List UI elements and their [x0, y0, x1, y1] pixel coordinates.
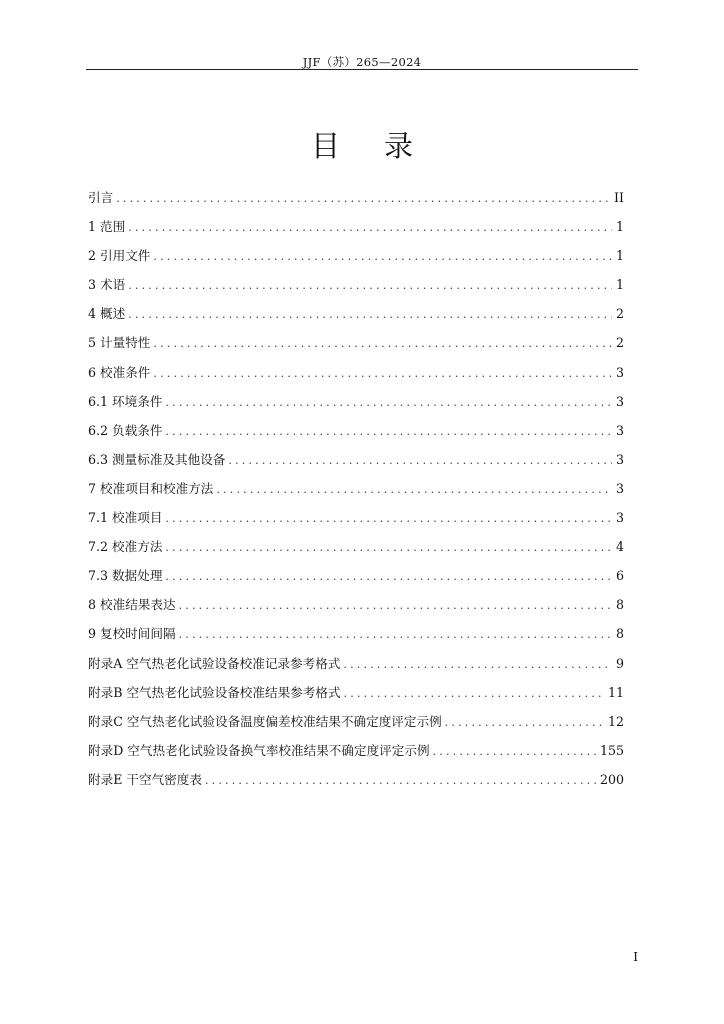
toc-entry[interactable] — [88, 649, 624, 678]
toc-leader-dots — [165, 533, 612, 562]
toc-entry-page: 155 — [599, 742, 624, 758]
toc-entry[interactable] — [88, 678, 624, 707]
toc-entry-label: 附录D 空气热老化试验设备换气率校准结果不确定度评定示例 — [88, 742, 430, 758]
toc-entry[interactable] — [88, 270, 624, 299]
toc-entry[interactable] — [88, 328, 624, 357]
toc-entry[interactable] — [88, 241, 624, 270]
toc-entry-label: 3 术语 — [88, 277, 126, 293]
toc-entry-page: 9 — [615, 655, 624, 671]
toc-entry-page: 3 — [615, 510, 624, 526]
toc-leader-dots — [116, 184, 610, 213]
toc-entry-page: 4 — [615, 539, 624, 555]
toc-entry[interactable] — [88, 503, 624, 532]
toc-entry-label: 7 校准项目和校准方法 — [88, 480, 214, 496]
toc-entry[interactable] — [88, 445, 624, 474]
toc-entry-label: 附录C 空气热老化试验设备温度偏差校准结果不确定度评定示例 — [88, 713, 442, 729]
toc-entry-label: 1 范围 — [88, 219, 126, 235]
toc-entry-label: 附录E 干空气密度表 — [88, 771, 202, 787]
title-char-left: 目 — [310, 129, 340, 163]
toc-leader-dots — [343, 650, 612, 679]
toc-entry-page: II — [614, 190, 624, 205]
toc-entry-label: 6 校准条件 — [88, 364, 151, 380]
toc-entry-page: 3 — [615, 451, 624, 467]
table-of-contents — [88, 183, 624, 794]
header-rule — [86, 69, 638, 70]
toc-entry-page: 3 — [615, 422, 624, 438]
toc-entry-label: 4 概述 — [88, 306, 126, 322]
toc-entry-page: 11 — [607, 684, 624, 700]
toc-entry-label: 2 引用文件 — [88, 248, 151, 264]
toc-leader-dots — [153, 329, 612, 358]
toc-entry[interactable] — [88, 416, 624, 445]
toc-entry-page: 3 — [615, 364, 624, 380]
toc-leader-dots — [153, 242, 612, 271]
page-title — [86, 124, 638, 165]
toc-leader-dots — [165, 504, 612, 533]
toc-entry-page: 2 — [615, 335, 624, 351]
toc-leader-dots — [128, 300, 612, 329]
toc-leader-dots — [128, 213, 612, 242]
toc-entry[interactable] — [88, 561, 624, 590]
toc-entry-label: 附录A 空气热老化试验设备校准记录参考格式 — [88, 655, 341, 671]
toc-entry[interactable] — [88, 532, 624, 561]
toc-leader-dots — [128, 271, 612, 300]
toc-entry-page: 1 — [615, 219, 624, 235]
toc-leader-dots — [165, 417, 612, 446]
toc-entry-page: 3 — [615, 480, 624, 496]
toc-entry-page: 8 — [615, 597, 624, 613]
toc-entry[interactable] — [88, 707, 624, 736]
toc-leader-dots — [153, 359, 612, 388]
toc-entry[interactable] — [88, 358, 624, 387]
toc-entry-label: 6.1 环境条件 — [88, 393, 163, 409]
toc-entry[interactable] — [88, 765, 624, 794]
toc-leader-dots — [165, 562, 612, 591]
toc-leader-dots — [179, 591, 612, 620]
toc-entry-label: 7.3 数据处理 — [88, 568, 163, 584]
toc-entry-label: 7.1 校准项目 — [88, 510, 163, 526]
toc-entry[interactable] — [88, 212, 624, 241]
page-number: I — [633, 950, 638, 964]
toc-entry-label: 引言 — [88, 190, 114, 205]
toc-entry-page: 200 — [599, 771, 624, 787]
title-char-right: 录 — [384, 129, 414, 163]
toc-entry-page: 1 — [615, 248, 624, 264]
toc-entry[interactable] — [88, 474, 624, 503]
toc-entry-label: 附录B 空气热老化试验设备校准结果参考格式 — [88, 684, 341, 700]
toc-leader-dots — [344, 679, 604, 708]
toc-leader-dots — [205, 766, 596, 795]
toc-leader-dots — [216, 475, 612, 504]
toc-entry-label: 5 计量特性 — [88, 335, 151, 351]
toc-leader-dots — [228, 446, 612, 475]
toc-leader-dots — [179, 620, 612, 649]
toc-entry-label: 9 复校时间间隔 — [88, 626, 176, 642]
toc-entry-page: 6 — [615, 568, 624, 584]
toc-leader-dots — [445, 708, 604, 737]
toc-entry-page: 12 — [607, 713, 624, 729]
toc-entry-label: 6.3 测量标准及其他设备 — [88, 451, 226, 467]
toc-entry[interactable] — [88, 736, 624, 765]
toc-entry-label: 8 校准结果表达 — [88, 597, 176, 613]
toc-leader-dots — [433, 737, 596, 766]
toc-entry[interactable] — [88, 387, 624, 416]
running-header: JJF（苏）265—2024 — [302, 55, 422, 69]
toc-entry[interactable] — [88, 183, 624, 212]
toc-entry[interactable] — [88, 619, 624, 648]
toc-entry-page: 2 — [615, 306, 624, 322]
toc-entry-label: 7.2 校准方法 — [88, 539, 163, 555]
toc-entry[interactable] — [88, 299, 624, 328]
toc-entry-page: 3 — [615, 393, 624, 409]
toc-entry[interactable] — [88, 590, 624, 619]
toc-leader-dots — [165, 388, 612, 417]
toc-entry-label: 6.2 负载条件 — [88, 422, 163, 438]
toc-entry-page: 1 — [615, 277, 624, 293]
toc-entry-page: 8 — [615, 626, 624, 642]
